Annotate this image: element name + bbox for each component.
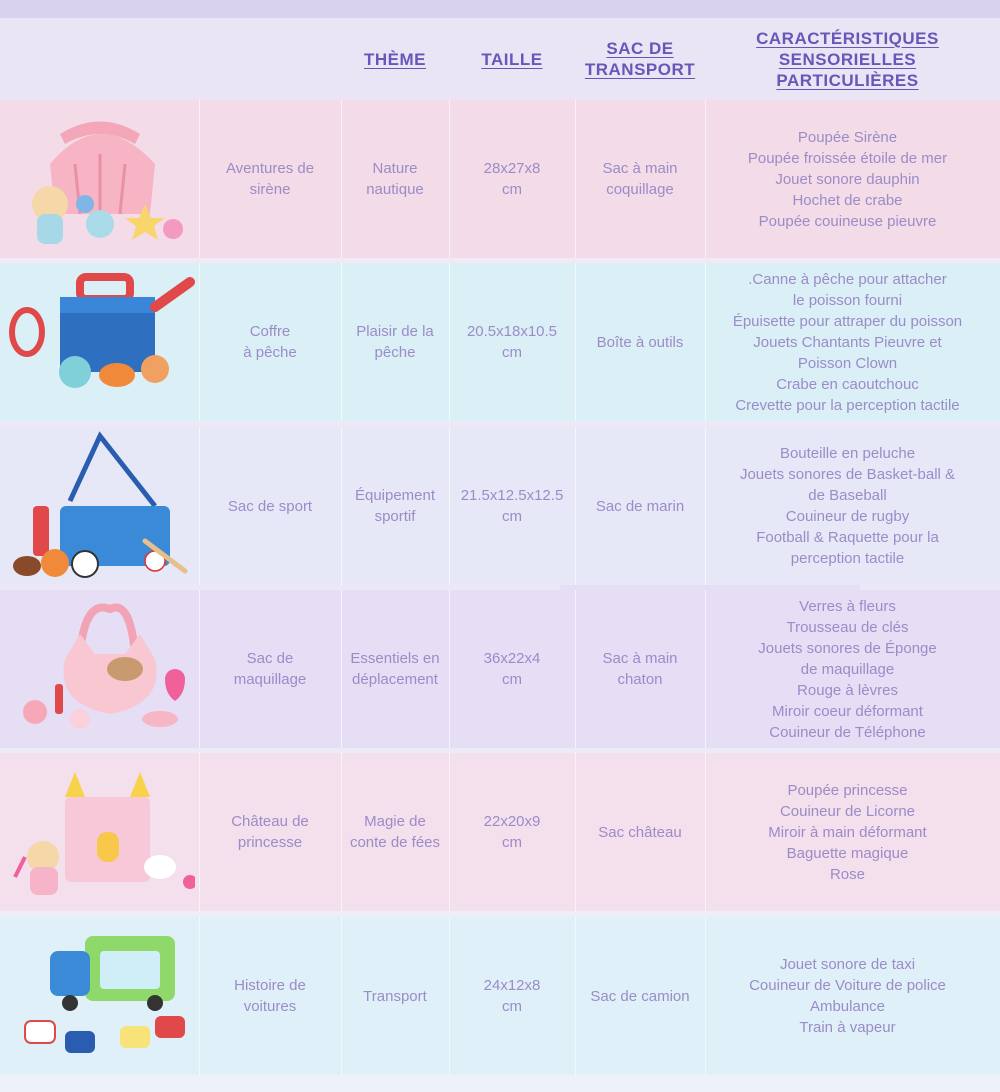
column-separator	[705, 263, 706, 421]
cell-theme: Transport	[363, 987, 427, 1005]
shell-bag-toys-icon	[0, 100, 199, 258]
cell-features: Poupée princesse Couineur de Licorne Miroir à main déformant Baguette magique Rose	[768, 781, 927, 883]
cell-size: 22x20x9 cm	[483, 813, 541, 851]
cell-name: Coffre à pêche	[243, 323, 297, 361]
cell-theme: Plaisir de la pêche	[356, 323, 434, 361]
column-separator	[575, 590, 576, 748]
column-separator	[449, 427, 450, 585]
cell-features: .Canne à pêche pour attacher le poisson fourni Épuisette pour attraper du poisson Jouets Chantants Pieuvre et Poisson Clown Crabe en caoutchouc Crevette pour la perception tactile	[732, 270, 963, 414]
column-separator	[341, 100, 342, 258]
table-row	[0, 263, 1000, 421]
fishing-toolbox-toys-icon	[0, 263, 199, 421]
cell-bag: Sac château	[598, 823, 682, 841]
cell-features: Bouteille en peluche Jouets sonores de Basket-ball & de Baseball Couineur de rugby Football & Raquette pour la perception tactile	[739, 445, 956, 567]
header-bag: SAC DE TRANSPORT	[584, 39, 696, 79]
table-header	[0, 18, 1000, 100]
column-separator	[575, 263, 576, 421]
column-separator	[199, 917, 200, 1075]
column-separator	[449, 590, 450, 748]
column-separator	[705, 427, 706, 585]
cell-features: Verres à fleurs Trousseau de clés Jouets sonores de Éponge de maquillage Rouge à lèvres Miroir coeur déformant Couineur de Téléphone	[758, 597, 937, 741]
truck-cars-toys-icon	[0, 917, 199, 1075]
column-separator	[199, 427, 200, 585]
column-separator	[575, 753, 576, 911]
sport-bag-toys-icon	[0, 427, 199, 585]
column-separator	[341, 753, 342, 911]
column-separator	[199, 590, 200, 748]
column-separator	[341, 917, 342, 1075]
cell-name: Histoire de voitures	[234, 977, 306, 1015]
column-separator	[705, 753, 706, 911]
cell-features: Jouet sonore de taxi Couineur de Voiture de police Ambulance Train à vapeur	[749, 956, 946, 1036]
cell-size: 24x12x8 cm	[483, 977, 541, 1015]
cell-name: Sac de maquillage	[233, 650, 307, 688]
princess-castle-toys-icon	[0, 753, 199, 911]
table-row	[0, 917, 1000, 1075]
column-separator	[449, 917, 450, 1075]
cell-theme: Magie de conte de fées	[349, 813, 441, 851]
table-row	[0, 753, 1000, 911]
column-separator	[449, 100, 450, 258]
column-separator	[575, 100, 576, 258]
column-separator	[575, 427, 576, 585]
header-features: CARACTÉRISTIQUES SENSORIELLES PARTICULIÈRES	[756, 28, 939, 90]
column-separator	[705, 590, 706, 748]
column-separator	[705, 100, 706, 258]
cell-name: Sac de sport	[227, 497, 313, 515]
table-row	[0, 100, 1000, 258]
cell-size: 28x27x8 cm	[483, 160, 541, 198]
table-row	[0, 427, 1000, 585]
cell-theme: Nature nautique	[366, 160, 424, 198]
cell-theme: Équipement sportif	[354, 487, 436, 525]
cell-name: Château de princesse	[231, 813, 309, 851]
column-separator	[449, 753, 450, 911]
cell-theme: Essentiels en déplacement	[350, 650, 440, 688]
cell-bag: Sac de camion	[590, 987, 690, 1005]
cell-name: Aventures de sirène	[225, 160, 315, 198]
column-separator	[199, 263, 200, 421]
column-separator	[575, 917, 576, 1075]
cell-bag: Sac de marin	[595, 497, 685, 515]
table-row	[0, 590, 1000, 748]
column-separator	[341, 427, 342, 585]
column-separator	[341, 590, 342, 748]
column-separator	[199, 753, 200, 911]
cell-bag: Sac à main coquillage	[602, 160, 678, 198]
cell-features: Poupée Sirène Poupée froissée étoile de mer Jouet sonore dauphin Hochet de crabe Poupée couineuse pieuvre	[747, 128, 948, 230]
cell-size: 21.5x12.5x12.5 cm	[460, 487, 564, 525]
column-separator	[199, 100, 200, 258]
cell-size: 20.5x18x10.5 cm	[466, 323, 558, 361]
cell-bag: Boîte à outils	[596, 333, 684, 351]
top-banner-strip	[0, 0, 1000, 18]
header-theme: THÈME	[364, 49, 426, 69]
column-separator	[449, 263, 450, 421]
column-separator	[705, 917, 706, 1075]
cell-bag: Sac à main chaton	[602, 650, 678, 688]
cell-size: 36x22x4 cm	[483, 650, 541, 688]
kitten-makeup-bag-toys-icon	[0, 590, 199, 748]
header-size: TAILLE	[481, 49, 543, 69]
column-separator	[341, 263, 342, 421]
